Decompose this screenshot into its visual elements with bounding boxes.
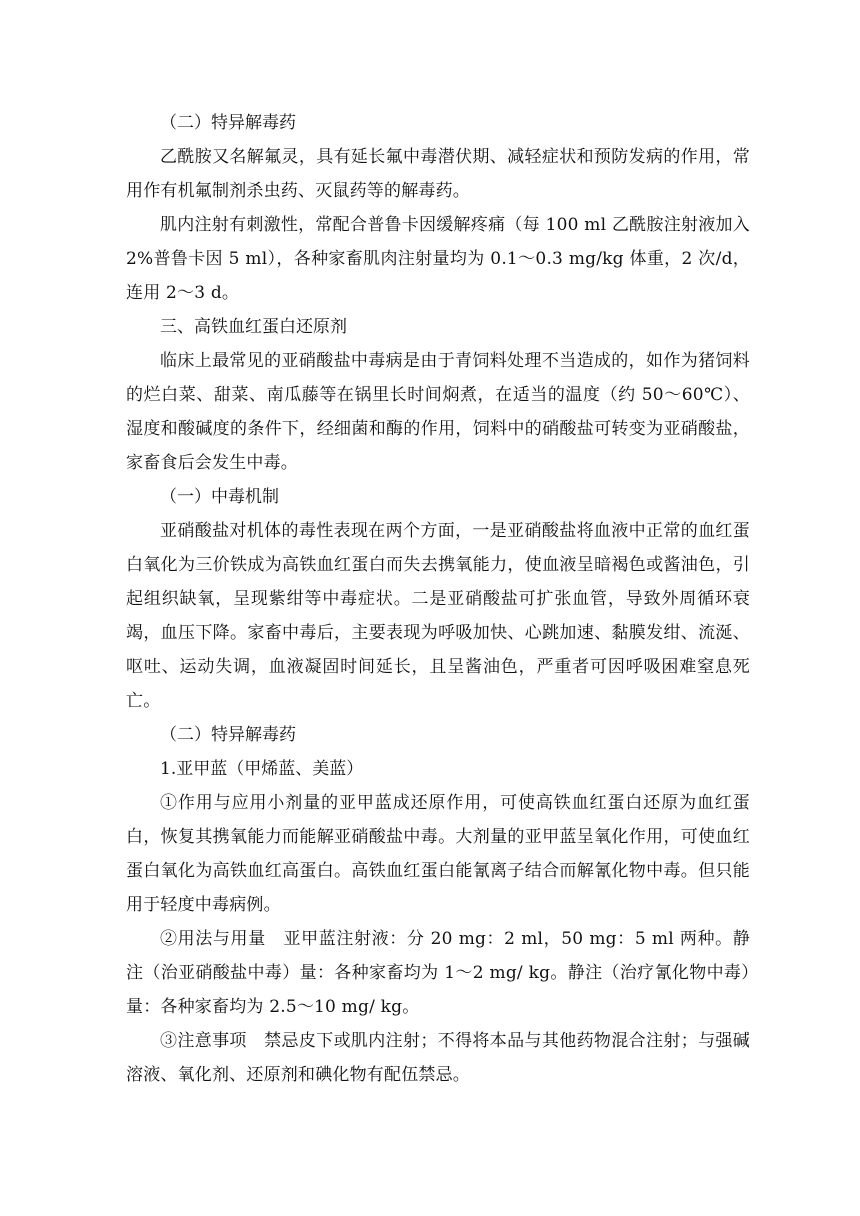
section-heading-poisoning-mechanism: （一）中毒机制 <box>160 487 279 507</box>
paragraph-dosage: ②用法与用量 亚甲蓝注射液：分 20 mg：2 ml，50 mg：5 ml 两种。静注（治亚硝酸盐中毒）量：各种家畜均为 1～2 mg/ kg。静注（治疗氰化物中毒）量：各种家畜均为 2.5～10 mg/ kg。 <box>126 929 750 1017</box>
paragraph-precautions: ③注意事项 禁忌皮下或肌内注射；不得将本品与其他药物混合注射；与强碱溶液、氧化剂、还原剂和碘化物有配伍禁忌。 <box>126 1031 750 1085</box>
paragraph-action-application: ①作用与应用小剂量的亚甲蓝成还原作用，可使高铁血红蛋白还原为血红蛋白，恢复其携氧能力而能解亚硝酸盐中毒。大剂量的亚甲蓝呈氧化作用，可使血红蛋白氧化为高铁血红高蛋白。高铁血红蛋白能氰离子结合而解氰化物中毒。但只能用于轻度中毒病例。 <box>126 793 750 915</box>
paragraph-acetamide-intro: 乙酰胺又名解氟灵，具有延长氟中毒潜伏期、减轻症状和预防发病的作用，常用作有机氟制剂杀虫药、灭鼠药等的解毒药。 <box>126 147 750 201</box>
section-heading-specific-antidote-1: （二）特异解毒药 <box>160 113 296 133</box>
section-heading-methemoglobin-reducer: 三、高铁血红蛋白还原剂 <box>160 317 347 337</box>
section-heading-specific-antidote-2: （二）特异解毒药 <box>160 725 296 745</box>
paragraph-acetamide-usage: 肌内注射有刺激性，常配合普鲁卡因缓解疼痛（每 100 ml 乙酰胺注射液加入 2%普鲁卡因 5 ml），各种家畜肌肉注射量均为 0.1～0.3 mg/kg 体重，2 次/d，连用 2～3 d。 <box>126 215 750 303</box>
subheading-methylene-blue: 1.亚甲蓝（甲烯蓝、美蓝） <box>160 759 364 779</box>
paragraph-nitrite-cause: 临床上最常见的亚硝酸盐中毒病是由于青饲料处理不当造成的，如作为猪饲料的烂白菜、甜菜、南瓜藤等在锅里长时间焖煮，在适当的温度（约 50～60℃）、湿度和酸碱度的条件下，经细菌和酶的作用，饲料中的硝酸盐可转变为亚硝酸盐，家畜食后会发生中毒。 <box>126 351 750 473</box>
paragraph-nitrite-mechanism: 亚硝酸盐对机体的毒性表现在两个方面，一是亚硝酸盐将血液中正常的血红蛋白氧化为三价铁成为高铁血红蛋白而失去携氧能力，使血液呈暗褐色或酱油色，引起组织缺氧，呈现紫绀等中毒症状。二是亚硝酸盐可扩张血管，导致外周循环衰竭，血压下降。家畜中毒后，主要表现为呼吸加快、心跳加速、黏膜发绀、流涎、呕吐、运动失调，血液凝固时间延长，且呈酱油色，严重者可因呼吸困难窒息死亡。 <box>126 521 750 711</box>
document-page <box>126 106 750 1092</box>
